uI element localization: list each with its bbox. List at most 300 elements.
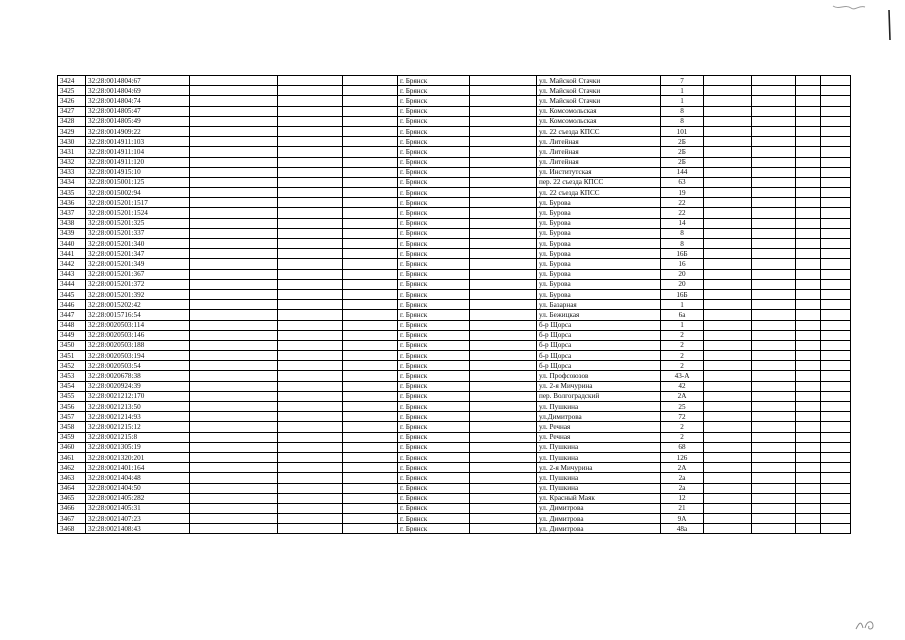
cadastral-number: 32:28:0014911:120 [86, 157, 190, 167]
empty-cell [704, 198, 752, 208]
empty-cell [752, 96, 796, 106]
cadastral-number: 32:28:0014805:47 [86, 106, 190, 116]
city-cell: г. Брянск [398, 167, 470, 177]
empty-cell [190, 239, 278, 249]
empty-cell [343, 351, 398, 361]
table-row [58, 412, 851, 422]
street-cell: ул. Красный Маяк [537, 493, 661, 503]
empty-cell [343, 126, 398, 136]
empty-cell [278, 402, 343, 412]
house-number: 2 [661, 422, 704, 432]
street-cell: ул. Пушкина [537, 442, 661, 452]
row-number: 3463 [58, 473, 86, 483]
empty-cell [796, 310, 821, 320]
empty-cell [190, 76, 278, 86]
empty-cell [470, 320, 537, 330]
row-number: 3462 [58, 463, 86, 473]
empty-cell [821, 351, 851, 361]
empty-cell [752, 432, 796, 442]
city-cell: г. Брянск [398, 208, 470, 218]
empty-cell [796, 452, 821, 462]
city-cell: г. Брянск [398, 473, 470, 483]
table-row [58, 249, 851, 259]
empty-cell [343, 239, 398, 249]
empty-cell [752, 463, 796, 473]
empty-cell [278, 412, 343, 422]
empty-cell [796, 483, 821, 493]
empty-cell [278, 442, 343, 452]
house-number: 101 [661, 126, 704, 136]
house-number: 2А [661, 391, 704, 401]
city-cell: г. Брянск [398, 310, 470, 320]
table-row [58, 351, 851, 361]
empty-cell [796, 473, 821, 483]
street-cell: ул. Бурова [537, 289, 661, 299]
city-cell: г. Брянск [398, 391, 470, 401]
empty-cell [704, 473, 752, 483]
empty-cell [821, 310, 851, 320]
empty-cell [343, 167, 398, 177]
empty-cell [190, 483, 278, 493]
empty-cell [821, 157, 851, 167]
city-cell: г. Брянск [398, 147, 470, 157]
cadastral-number: 32:28:0021404:50 [86, 483, 190, 493]
cadastral-number: 32:28:0014909:22 [86, 126, 190, 136]
street-cell: ул. Профсоюзов [537, 371, 661, 381]
house-number: 25 [661, 402, 704, 412]
city-cell: г. Брянск [398, 177, 470, 187]
empty-cell [704, 330, 752, 340]
empty-cell [796, 106, 821, 116]
empty-cell [190, 228, 278, 238]
city-cell: г. Брянск [398, 116, 470, 126]
empty-cell [752, 126, 796, 136]
house-number: 43-А [661, 371, 704, 381]
house-number: 42 [661, 381, 704, 391]
empty-cell [343, 330, 398, 340]
city-cell: г. Брянск [398, 289, 470, 299]
empty-cell [796, 463, 821, 473]
street-cell: б-р Щорса [537, 340, 661, 350]
row-number: 3460 [58, 442, 86, 452]
empty-cell [752, 116, 796, 126]
city-cell: г. Брянск [398, 493, 470, 503]
city-cell: г. Брянск [398, 514, 470, 524]
empty-cell [796, 249, 821, 259]
empty-cell [796, 147, 821, 157]
empty-cell [190, 320, 278, 330]
empty-cell [278, 249, 343, 259]
empty-cell [796, 239, 821, 249]
row-number: 3438 [58, 218, 86, 228]
empty-cell [752, 259, 796, 269]
empty-cell [821, 524, 851, 534]
house-number: 2Б [661, 157, 704, 167]
street-cell: ул. Литейная [537, 157, 661, 167]
empty-cell [470, 452, 537, 462]
street-cell: ул. Пушкина [537, 452, 661, 462]
cadastral-number: 32:28:0015716:54 [86, 310, 190, 320]
empty-cell [704, 259, 752, 269]
table-row [58, 422, 851, 432]
empty-cell [278, 208, 343, 218]
empty-cell [752, 137, 796, 147]
street-cell: ул. Бурова [537, 259, 661, 269]
empty-cell [821, 137, 851, 147]
cadastral-number: 32:28:0014805:49 [86, 116, 190, 126]
empty-cell [190, 442, 278, 452]
empty-cell [343, 198, 398, 208]
city-cell: г. Брянск [398, 483, 470, 493]
empty-cell [343, 463, 398, 473]
row-number: 3425 [58, 86, 86, 96]
house-number: 16Б [661, 249, 704, 259]
city-cell: г. Брянск [398, 137, 470, 147]
empty-cell [190, 452, 278, 462]
empty-cell [704, 239, 752, 249]
empty-cell [752, 269, 796, 279]
street-cell: б-р Щорса [537, 330, 661, 340]
cadastral-number: 32:28:0021215:8 [86, 432, 190, 442]
cadastral-number: 32:28:0021213:50 [86, 402, 190, 412]
empty-cell [278, 361, 343, 371]
empty-cell [470, 442, 537, 452]
empty-cell [796, 116, 821, 126]
street-cell: ул. 22 съезда КПСС [537, 126, 661, 136]
city-cell: г. Брянск [398, 126, 470, 136]
row-number: 3467 [58, 514, 86, 524]
empty-cell [190, 351, 278, 361]
table-row [58, 503, 851, 513]
cadastral-number: 32:28:0015202:42 [86, 300, 190, 310]
empty-cell [343, 493, 398, 503]
empty-cell [278, 157, 343, 167]
empty-cell [796, 137, 821, 147]
house-number: 16 [661, 259, 704, 269]
cadastral-number: 32:28:0015201:367 [86, 269, 190, 279]
empty-cell [704, 391, 752, 401]
empty-cell [190, 177, 278, 187]
register-table [57, 75, 851, 534]
table-row [58, 198, 851, 208]
cadastral-number: 32:28:0021305:19 [86, 442, 190, 452]
row-number: 3448 [58, 320, 86, 330]
empty-cell [752, 330, 796, 340]
empty-cell [752, 320, 796, 330]
empty-cell [343, 228, 398, 238]
empty-cell [278, 422, 343, 432]
empty-cell [821, 228, 851, 238]
empty-cell [343, 514, 398, 524]
empty-cell [752, 340, 796, 350]
empty-cell [704, 228, 752, 238]
empty-cell [752, 381, 796, 391]
city-cell: г. Брянск [398, 402, 470, 412]
empty-cell [278, 76, 343, 86]
house-number: 8 [661, 228, 704, 238]
empty-cell [278, 177, 343, 187]
empty-cell [704, 412, 752, 422]
empty-cell [190, 208, 278, 218]
house-number: 8 [661, 116, 704, 126]
empty-cell [704, 147, 752, 157]
empty-cell [190, 167, 278, 177]
empty-cell [343, 249, 398, 259]
empty-cell [190, 269, 278, 279]
empty-cell [821, 96, 851, 106]
empty-cell [796, 96, 821, 106]
table-row [58, 402, 851, 412]
empty-cell [190, 473, 278, 483]
row-number: 3431 [58, 147, 86, 157]
cadastral-number: 32:28:0015201:340 [86, 239, 190, 249]
house-number: 20 [661, 279, 704, 289]
empty-cell [343, 137, 398, 147]
empty-cell [278, 198, 343, 208]
city-cell: г. Брянск [398, 269, 470, 279]
row-number: 3446 [58, 300, 86, 310]
empty-cell [343, 422, 398, 432]
empty-cell [821, 432, 851, 442]
cadastral-number: 32:28:0021215:12 [86, 422, 190, 432]
row-number: 3427 [58, 106, 86, 116]
city-cell: г. Брянск [398, 320, 470, 330]
table-row [58, 432, 851, 442]
empty-cell [796, 157, 821, 167]
empty-cell [796, 361, 821, 371]
cadastral-number: 32:28:0020678:38 [86, 371, 190, 381]
cadastral-number: 32:28:0015201:1524 [86, 208, 190, 218]
empty-cell [752, 106, 796, 116]
empty-cell [278, 320, 343, 330]
empty-cell [821, 116, 851, 126]
street-cell: ул. Базарная [537, 300, 661, 310]
city-cell: г. Брянск [398, 452, 470, 462]
empty-cell [704, 269, 752, 279]
empty-cell [796, 402, 821, 412]
empty-cell [470, 259, 537, 269]
empty-cell [752, 524, 796, 534]
empty-cell [704, 86, 752, 96]
empty-cell [470, 330, 537, 340]
street-cell: ул. Бурова [537, 228, 661, 238]
row-number: 3459 [58, 432, 86, 442]
empty-cell [343, 340, 398, 350]
empty-cell [796, 218, 821, 228]
empty-cell [278, 340, 343, 350]
empty-cell [278, 391, 343, 401]
city-cell: г. Брянск [398, 340, 470, 350]
cadastral-number: 32:28:0015002:94 [86, 188, 190, 198]
empty-cell [190, 381, 278, 391]
empty-cell [821, 483, 851, 493]
row-number: 3456 [58, 402, 86, 412]
empty-cell [752, 361, 796, 371]
empty-cell [190, 249, 278, 259]
empty-cell [821, 391, 851, 401]
empty-cell [470, 412, 537, 422]
row-number: 3466 [58, 503, 86, 513]
empty-cell [278, 228, 343, 238]
empty-cell [796, 177, 821, 187]
street-cell: ул. Майской Стачки [537, 86, 661, 96]
street-cell: ул. 2-я Мичурина [537, 463, 661, 473]
table-row [58, 157, 851, 167]
cadastral-number: 32:28:0015201:347 [86, 249, 190, 259]
empty-cell [752, 289, 796, 299]
city-cell: г. Брянск [398, 279, 470, 289]
table-row [58, 177, 851, 187]
empty-cell [278, 116, 343, 126]
empty-cell [470, 198, 537, 208]
empty-cell [821, 463, 851, 473]
empty-cell [821, 147, 851, 157]
empty-cell [752, 412, 796, 422]
street-cell: б-р Щорса [537, 361, 661, 371]
empty-cell [343, 503, 398, 513]
empty-cell [278, 259, 343, 269]
empty-cell [343, 432, 398, 442]
empty-cell [796, 493, 821, 503]
empty-cell [278, 381, 343, 391]
row-number: 3454 [58, 381, 86, 391]
table-row [58, 310, 851, 320]
house-number: 1 [661, 86, 704, 96]
empty-cell [821, 177, 851, 187]
empty-cell [278, 452, 343, 462]
empty-cell [704, 493, 752, 503]
house-number: 21 [661, 503, 704, 513]
empty-cell [278, 503, 343, 513]
empty-cell [278, 289, 343, 299]
empty-cell [796, 412, 821, 422]
empty-cell [796, 432, 821, 442]
city-cell: г. Брянск [398, 503, 470, 513]
empty-cell [278, 483, 343, 493]
empty-cell [796, 188, 821, 198]
row-number: 3430 [58, 137, 86, 147]
table-row [58, 167, 851, 177]
empty-cell [704, 106, 752, 116]
house-number: 1 [661, 300, 704, 310]
empty-cell [752, 86, 796, 96]
empty-cell [704, 351, 752, 361]
table-row [58, 96, 851, 106]
table-row [58, 86, 851, 96]
row-number: 3468 [58, 524, 86, 534]
empty-cell [796, 330, 821, 340]
house-number: 2Б [661, 137, 704, 147]
row-number: 3451 [58, 351, 86, 361]
house-number: 126 [661, 452, 704, 462]
house-number: 16Б [661, 289, 704, 299]
table-row [58, 269, 851, 279]
table-row [58, 76, 851, 86]
empty-cell [190, 361, 278, 371]
empty-cell [470, 218, 537, 228]
empty-cell [343, 483, 398, 493]
empty-cell [704, 279, 752, 289]
empty-cell [343, 208, 398, 218]
empty-cell [704, 503, 752, 513]
empty-cell [821, 361, 851, 371]
empty-cell [821, 503, 851, 513]
empty-cell [190, 147, 278, 157]
empty-cell [190, 391, 278, 401]
city-cell: г. Брянск [398, 524, 470, 534]
table-row [58, 147, 851, 157]
empty-cell [278, 300, 343, 310]
city-cell: г. Брянск [398, 239, 470, 249]
empty-cell [470, 381, 537, 391]
empty-cell [190, 198, 278, 208]
empty-cell [278, 96, 343, 106]
empty-cell [796, 381, 821, 391]
empty-cell [190, 310, 278, 320]
row-number: 3453 [58, 371, 86, 381]
empty-cell [343, 412, 398, 422]
house-number: 2а [661, 473, 704, 483]
row-number: 3426 [58, 96, 86, 106]
empty-cell [704, 371, 752, 381]
row-number: 3439 [58, 228, 86, 238]
empty-cell [278, 239, 343, 249]
empty-cell [821, 371, 851, 381]
table-row [58, 289, 851, 299]
empty-cell [752, 402, 796, 412]
street-cell: ул. Бурова [537, 249, 661, 259]
empty-cell [470, 76, 537, 86]
empty-cell [821, 249, 851, 259]
empty-cell [343, 157, 398, 167]
empty-cell [470, 249, 537, 259]
empty-cell [470, 279, 537, 289]
city-cell: г. Брянск [398, 198, 470, 208]
table-row [58, 320, 851, 330]
row-number: 3449 [58, 330, 86, 340]
empty-cell [821, 402, 851, 412]
empty-cell [278, 432, 343, 442]
empty-cell [343, 320, 398, 330]
cadastral-number: 32:28:0015201:1517 [86, 198, 190, 208]
empty-cell [704, 402, 752, 412]
table-row [58, 137, 851, 147]
city-cell: г. Брянск [398, 106, 470, 116]
empty-cell [470, 514, 537, 524]
empty-cell [278, 218, 343, 228]
empty-cell [821, 422, 851, 432]
table-row [58, 228, 851, 238]
street-cell: ул. Бежицкая [537, 310, 661, 320]
empty-cell [190, 218, 278, 228]
table-row [58, 218, 851, 228]
empty-cell [704, 442, 752, 452]
city-cell: г. Брянск [398, 361, 470, 371]
street-cell: ул. Речная [537, 422, 661, 432]
city-cell: г. Брянск [398, 218, 470, 228]
cadastral-number: 32:28:0021405:31 [86, 503, 190, 513]
empty-cell [343, 391, 398, 401]
empty-cell [752, 493, 796, 503]
empty-cell [470, 126, 537, 136]
cadastral-number: 32:28:0015201:392 [86, 289, 190, 299]
row-number: 3457 [58, 412, 86, 422]
table-row [58, 483, 851, 493]
empty-cell [752, 76, 796, 86]
row-number: 3432 [58, 157, 86, 167]
empty-cell [704, 157, 752, 167]
cadastral-number: 32:28:0021408:43 [86, 524, 190, 534]
